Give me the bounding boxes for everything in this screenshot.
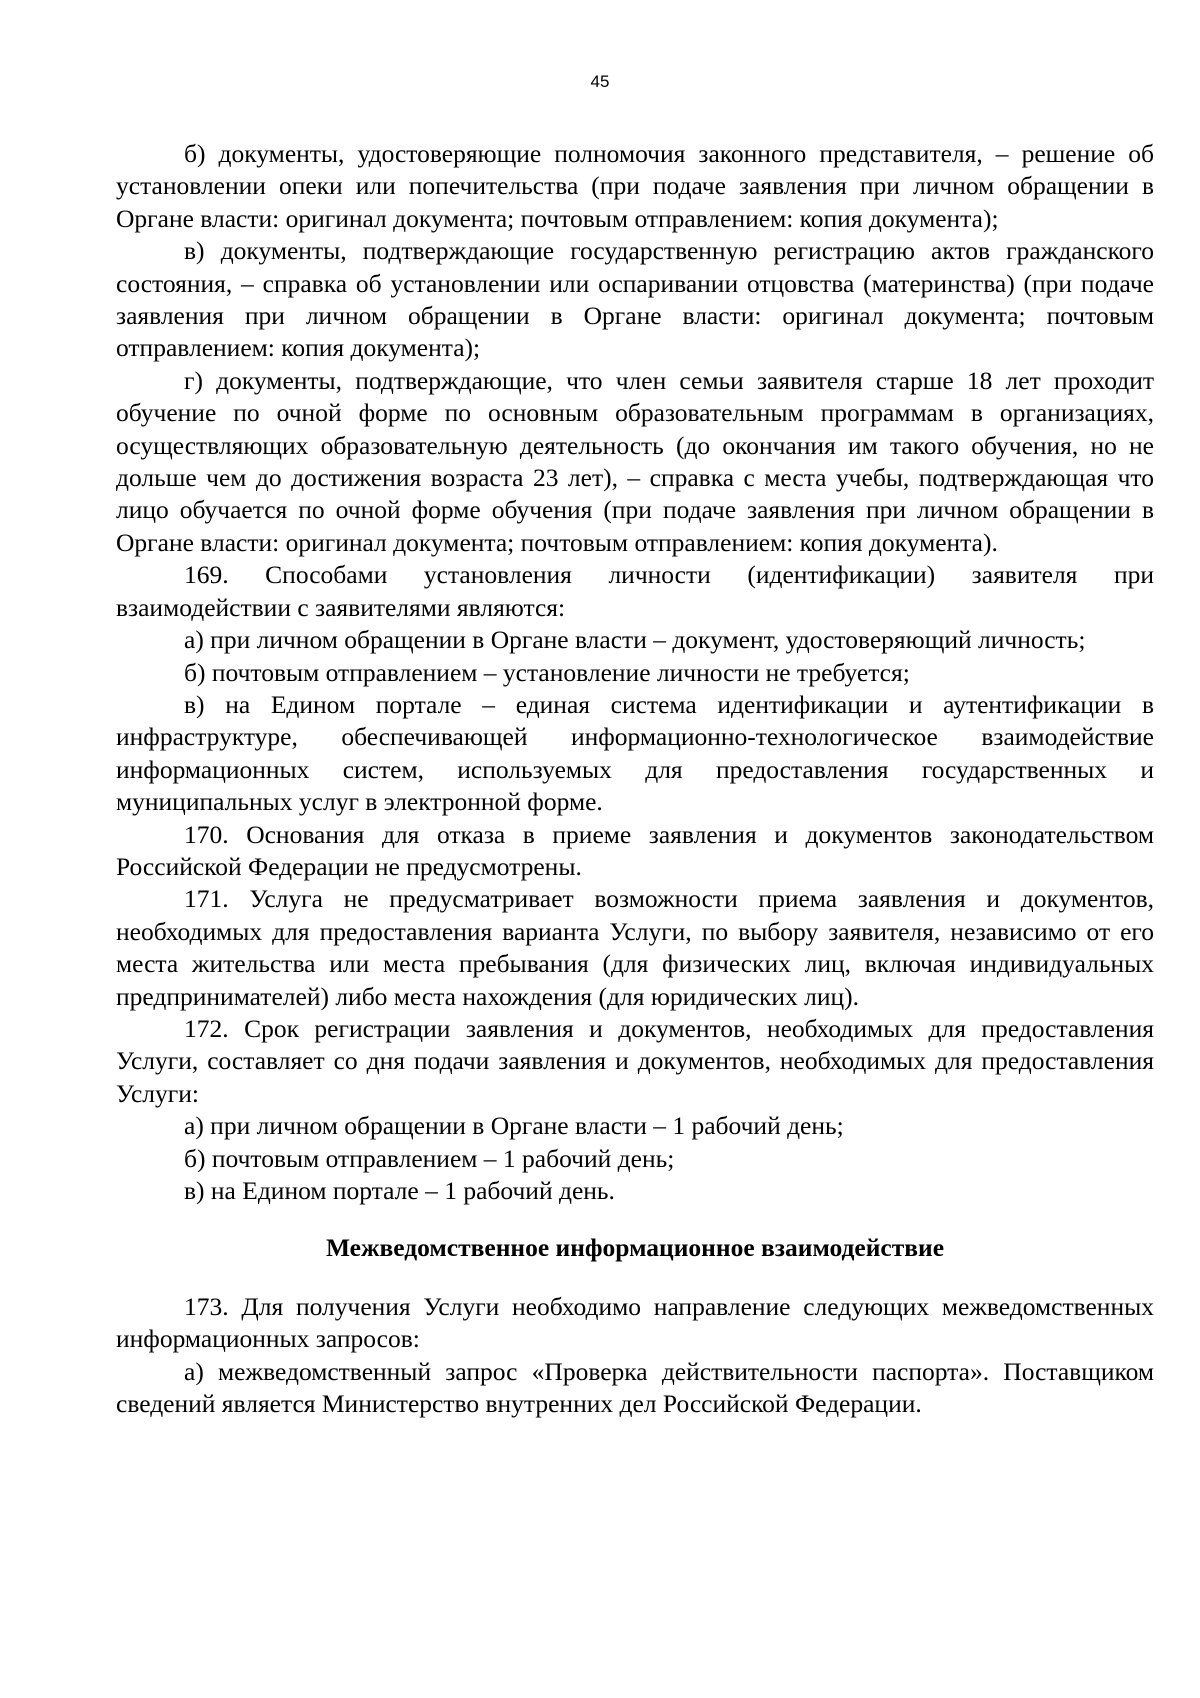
page-number: 45 [590, 72, 610, 91]
section-heading: Межведомственное информационное взаимодействие [325, 1233, 945, 1263]
paragraph-169: 169. Способами установления личности (идентификации) заявителя при взаимодействии с заявителями являются: [116, 560, 1154, 622]
paragraph-169-b: б) почтовым отправлением – установление личности не требуется; [184, 657, 910, 687]
paragraph-g-education-docs: г) документы, подтверждающие, что член семьи заявителя старше 18 лет проходит обучение по очной форме по основным образовательным программам в организациях, осуществляющих образовательную деятельность (до окончания им такого обучения, но не дольше чем до достижения возраста 23 лет), – справка с места учебы, подтверждающая что лицо обучается по очной форме обучения (при подаче заявления при личном обращении в Органе власти: оригинал документа; почтовым отправлением: копия документа). [116, 365, 1154, 557]
paragraph-173-a: а) межведомственный запрос «Проверка действительности паспорта». Поставщиком сведений является Министерство внутренних дел Российской Федерации. [116, 1356, 1154, 1419]
paragraph-172-b: б) почтовым отправлением – 1 рабочий день; [184, 1143, 675, 1173]
paragraph-172-v: в) на Едином портале – 1 рабочий день. [184, 1176, 615, 1205]
document-body [116, 138, 1154, 1420]
paragraph-169-v: в) на Едином портале – единая система идентификации и аутентификации в инфраструктуре, обеспечивающей информационно-технологическое взаимодействие информационных систем, используемых для предоставления государственных и муниципальных услуг в электронной форме. [116, 689, 1154, 817]
paragraph-172-a: а) при личном обращении в Органе власти – 1 рабочий день; [184, 1111, 844, 1141]
paragraph-173: 173. Для получения Услуги необходимо направление следующих межведомственных информационных запросов: [116, 1291, 1154, 1354]
paragraph-169-a: а) при личном обращении в Органе власти – документ, удостоверяющий личность; [184, 625, 1086, 655]
paragraph-170: 170. Основания для отказа в приеме заявления и документов законодательством Российской Федерации не предусмотрены. [116, 819, 1154, 881]
paragraph-b-representative-docs: б) документы, удостоверяющие полномочия законного представителя, – решение об установлении опеки или попечительства (при подаче заявления при личном обращении в Органе власти: оригинал документа; почтовым отправлением: копия документа); [116, 139, 1154, 233]
paragraph-v-civil-status-docs: в) документы, подтверждающие государственную регистрацию актов гражданского состояния, – справка об установлении или оспаривании отцовства (материнства) (при подаче заявления при личном обращении в Органе власти: оригинал документа; почтовым отправлением: копия документа); [116, 236, 1154, 363]
paragraph-172: 172. Срок регистрации заявления и документов, необходимых для предоставления Услуги, составляет со дня подачи заявления и документов, необходимых для предоставления Услуги: [116, 1013, 1154, 1108]
paragraph-171: 171. Услуга не предусматривает возможности приема заявления и документов, необходимых для предоставления варианта Услуги, по выбору заявителя, независимо от его места жительства или места пребывания (для физических лиц, включая индивидуальных предпринимателей) либо места нахождения (для юридических лиц). [116, 884, 1154, 1011]
